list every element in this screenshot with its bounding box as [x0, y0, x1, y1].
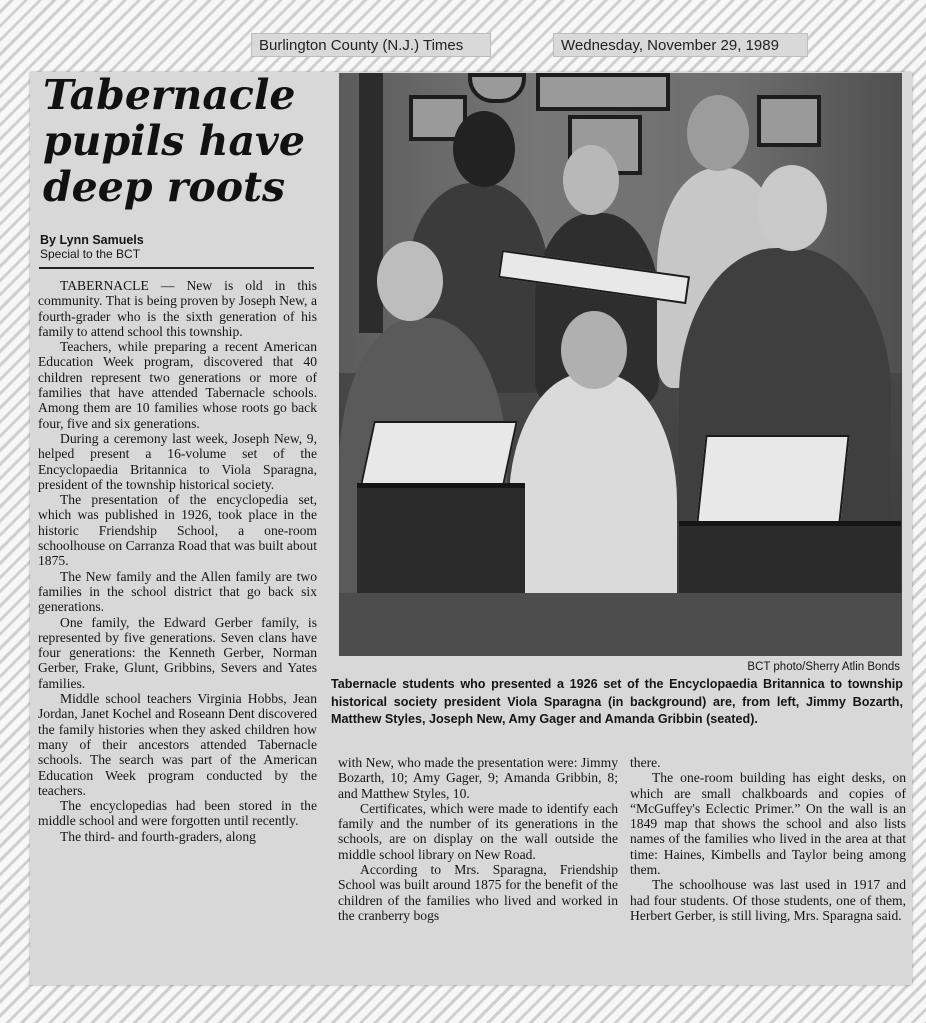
paragraph: Middle school teachers Virginia Hobbs, Jean Jordan, Janet Kochel and Roseann Dent discovered the family histories when they asked children how many of their ancestors attended Tabernacle schools. The search was part of the American Education Week program conducted by the teachers. [38, 691, 317, 798]
article-column-3 [630, 755, 906, 923]
byline-rule [39, 267, 314, 269]
student-head [757, 165, 827, 251]
paragraph: with New, who made the presentation were: Jimmy Bozarth, 10; Amy Gager, 9; Amanda Gribbin, 8; and Matthew Styles, 10. [338, 755, 618, 801]
paragraph: The presentation of the encyclopedia set, which was published in 1926, took place in the historic Friendship School, a one-room schoolhouse on Carranza Road that was built about 1875. [38, 492, 317, 569]
wall-picture-frame [757, 95, 821, 147]
student-head [377, 241, 443, 321]
publication-date-label: Wednesday, November 29, 1989 [553, 33, 808, 57]
article-column-1 [38, 278, 317, 844]
wall-picture-frame [536, 73, 670, 111]
paragraph: Teachers, while preparing a recent American Education Week program, discovered that 40 children represent two generations or more of families that have attended Tabernacle schools. Among them are 10 families whose roots go back four, five and six generations. [38, 339, 317, 431]
paragraph: there. [630, 755, 661, 770]
news-photo [339, 73, 902, 656]
open-encyclopedia [360, 421, 518, 485]
paragraph: The third- and fourth-graders, along [60, 828, 256, 844]
photo-caption: Tabernacle students who presented a 1926 set of the Encyclopaedia Britannica to township historical society president Viola Sparagna (in background) are, from left, Jimmy Bozarth, Matthew Styles, Joseph New, Amy Gager and Amanda Gribbin (seated). [331, 677, 903, 726]
newspaper-name-label: Burlington County (N.J.) Times [251, 33, 491, 57]
byline [40, 233, 325, 261]
student-head [563, 145, 619, 215]
student-head [561, 311, 627, 389]
student-head [453, 111, 515, 187]
paragraph: The New family and the Allen family are two families in the school district that go back six generations. [38, 568, 317, 615]
president-head [687, 95, 749, 171]
article-headline: Tabernacle pupils have deep roots [43, 71, 305, 211]
byline-role: Special to the BCT [40, 247, 141, 261]
paragraph: According to Mrs. Sparagna, Friendship School was built around 1875 for the benefit of the children of the families who lived and worked in the cranberry bogs [338, 862, 618, 923]
paragraph: The encyclopedias had been stored in the middle school and were forgotten until recently. [38, 798, 317, 829]
paragraph: TABERNACLE — New is old in this community. That is being proven by Joseph New, a fourth-grader who is the sixth generation of his family to attend school this township. [38, 278, 317, 339]
paragraph: One family, the Edward Gerber family, is represented by five generations. Seven clans have four generations: the Kenneth Gerber, Norman Gerber, Frake, Glunt, Gribbins, Severs and Yates families. [38, 614, 317, 691]
article-column-2 [338, 755, 618, 923]
paragraph: During a ceremony last week, Joseph New, 9, helped present a 16-volume set of the Encyclopaedia Britannica to Viola Sparagna, president of the township historical society. [38, 430, 317, 492]
paragraph: Certificates, which were made to identify each family and the number of its generations in the schools, are on display on the wall outside the middle school library on New Road. [338, 800, 618, 862]
open-encyclopedia [696, 435, 849, 523]
paragraph: The schoolhouse was last used in 1917 and had four students. Of those students, one of them, Herbert Gerber, is still living, Mrs. Sparagna said. [630, 877, 906, 923]
photo-credit: BCT photo/Sherry Atlin Bonds [747, 661, 900, 673]
photo-floor [339, 593, 902, 656]
paragraph: The one-room building has eight desks, on which are small chalkboards and copies of “McGuffey's Eclectic Primer.” On the wall is an 1849 map that shows the school and also lists names of the families who lived in the area at that time: Haines, Kimbells and Taylor being among them. [630, 770, 906, 878]
byline-author: By Lynn Samuels [40, 233, 144, 247]
